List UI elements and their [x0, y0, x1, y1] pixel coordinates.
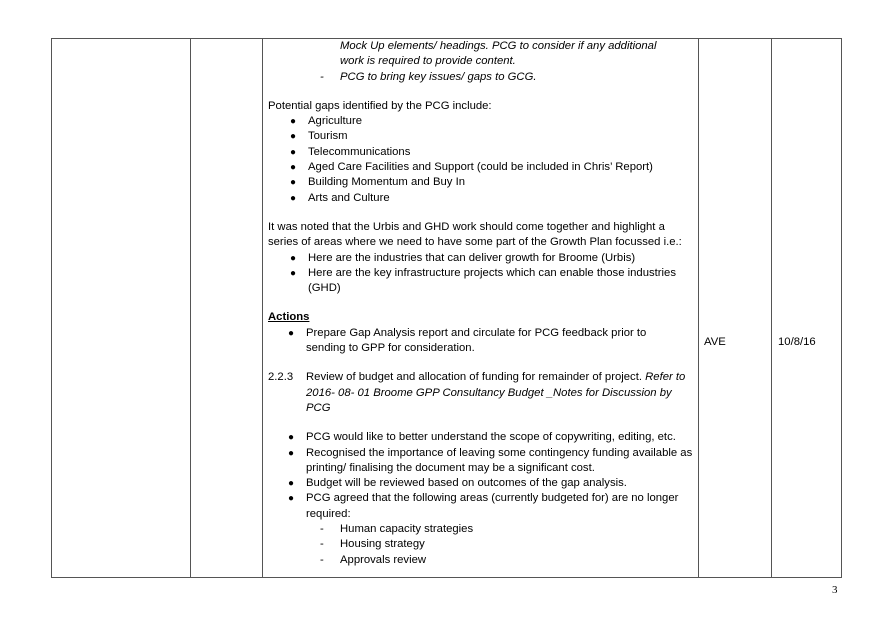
list-item: ● Building Momentum and Buy In: [290, 176, 465, 189]
list-item: ● Recognised the importance of leaving some contingency funding available as printing/ finalising the document may be a significant cost.: [288, 446, 693, 474]
list-item: ● Agriculture: [290, 115, 362, 128]
urbis-paragraph: It was noted that the Urbis and GHD work should come together and highlight a series of areas where we need to have some part of the Growth Plan focussed i.e.:: [268, 220, 682, 249]
list-item: ● PCG agreed that the following areas (currently budgeted for) are no longer required:: [288, 492, 679, 520]
gaps-intro: Potential gaps identified by the PCG include:: [268, 99, 492, 112]
actions-heading: Actions: [268, 311, 310, 324]
list-item: ● Arts and Culture: [290, 191, 390, 204]
due-date-cell: 10/8/16: [778, 336, 816, 348]
discussion-cell: [268, 39, 696, 568]
list-item: ● Here are the key infrastructure projects which can enable those industries (GHD): [290, 266, 676, 295]
list-item: ● Tourism: [290, 130, 348, 143]
list-item: - Human capacity strategies: [320, 523, 474, 536]
list-item: - Housing strategy: [320, 538, 425, 551]
column-divider: [771, 39, 772, 577]
page-number: 3: [832, 584, 838, 596]
list-item: - Approvals review: [320, 553, 427, 566]
list-item: - PCG to bring key issues/ gaps to GCG.: [320, 70, 537, 83]
column-divider: [262, 39, 263, 577]
column-divider: [698, 39, 699, 577]
list-item: ● Telecommunications: [290, 145, 411, 158]
column-divider: [190, 39, 191, 577]
action-item: ● Prepare Gap Analysis report and circulate for PCG feedback prior to sending to GPP for consideration.: [288, 326, 647, 355]
continued-text: Mock Up elements/ headings. PCG to consider if any additional work is required to provide content.: [340, 40, 657, 68]
list-item: ● Aged Care Facilities and Support (could be included in Chris’ Report): [290, 161, 653, 174]
list-item: ● Budget will be reviewed based on outcomes of the gap analysis.: [288, 477, 627, 490]
responsible-cell: AVE: [704, 336, 726, 348]
list-item: ● Here are the industries that can deliver growth for Broome (Urbis): [290, 251, 636, 264]
list-item: ● PCG would like to better understand the scope of copywriting, editing, etc.: [288, 431, 676, 444]
minutes-table: [51, 38, 842, 578]
budget-heading: 2.2.3 Review of budget and allocation of funding for remainder of project. Refer to 2016- 08- 01 Broome GPP Consultancy Budget _Notes for Discussion by PCG: [268, 371, 686, 414]
